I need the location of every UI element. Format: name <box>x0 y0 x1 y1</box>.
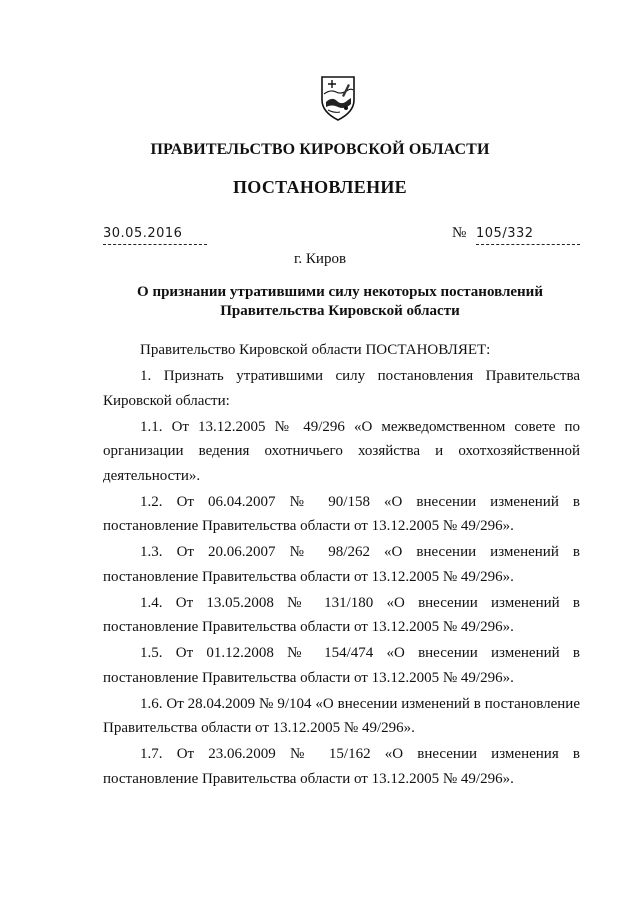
preamble-text: Правительство Кировской области ПОСТАНОВЛЯЕТ: <box>140 342 491 358</box>
document-date: 30.05.2016 <box>103 226 207 245</box>
document-number: 105/332 <box>476 226 580 245</box>
subitem-1-6: 1.6. От 28.04.2009 № 9/104 «О внесении изменений в постановление Правительства области от 13.12.2005 № 49/296». <box>103 695 580 736</box>
document-subject <box>100 283 580 321</box>
subitem-1-4: 1.4. От 13.05.2008 № 131/180 «О внесении изменений в постановление Правительства области от 13.12.2005 № 49/296». <box>103 594 580 635</box>
subitem-1-7: 1.7. От 23.06.2009 № 15/162 «О внесении изменения в постановление Правительства области от 13.12.2005 № 49/296». <box>103 746 580 787</box>
subject-line-1: О признании утратившими силу некоторых постановлений <box>137 284 543 300</box>
document-type-title: ПОСТАНОВЛЕНИЕ <box>233 177 407 197</box>
subitem-1-1: 1.1. От 13.12.2005 № 49/296 «О межведомственном совете по организации ведения охотничьего хозяйства и охотхозяйственной деятельности». <box>103 418 580 484</box>
organization-title: ПРАВИТЕЛЬСТВО КИРОВСКОЙ ОБЛАСТИ <box>150 141 490 158</box>
document-number-label: № <box>452 225 467 241</box>
item-1: 1. Признать утратившими силу постановления Правительства Кировской области: <box>103 368 580 409</box>
coat-of-arms-icon <box>318 74 358 122</box>
subitem-1-5: 1.5. От 01.12.2008 № 154/474 «О внесении изменений в постановление Правительства области от 13.12.2005 № 49/296». <box>103 645 580 686</box>
document-city: г. Киров <box>293 251 347 267</box>
subitem-1-2: 1.2. От 06.04.2007 № 90/158 «О внесении изменений в постановление Правительства области от 13.12.2005 № 49/296». <box>103 493 580 534</box>
decision-items <box>103 364 580 793</box>
subject-line-2: Правительства Кировской области <box>220 303 460 319</box>
preamble-paragraph <box>103 338 580 363</box>
subitem-1-3: 1.3. От 20.06.2007 № 98/262 «О внесении изменений в постановление Правительства области от 13.12.2005 № 49/296». <box>103 544 580 585</box>
